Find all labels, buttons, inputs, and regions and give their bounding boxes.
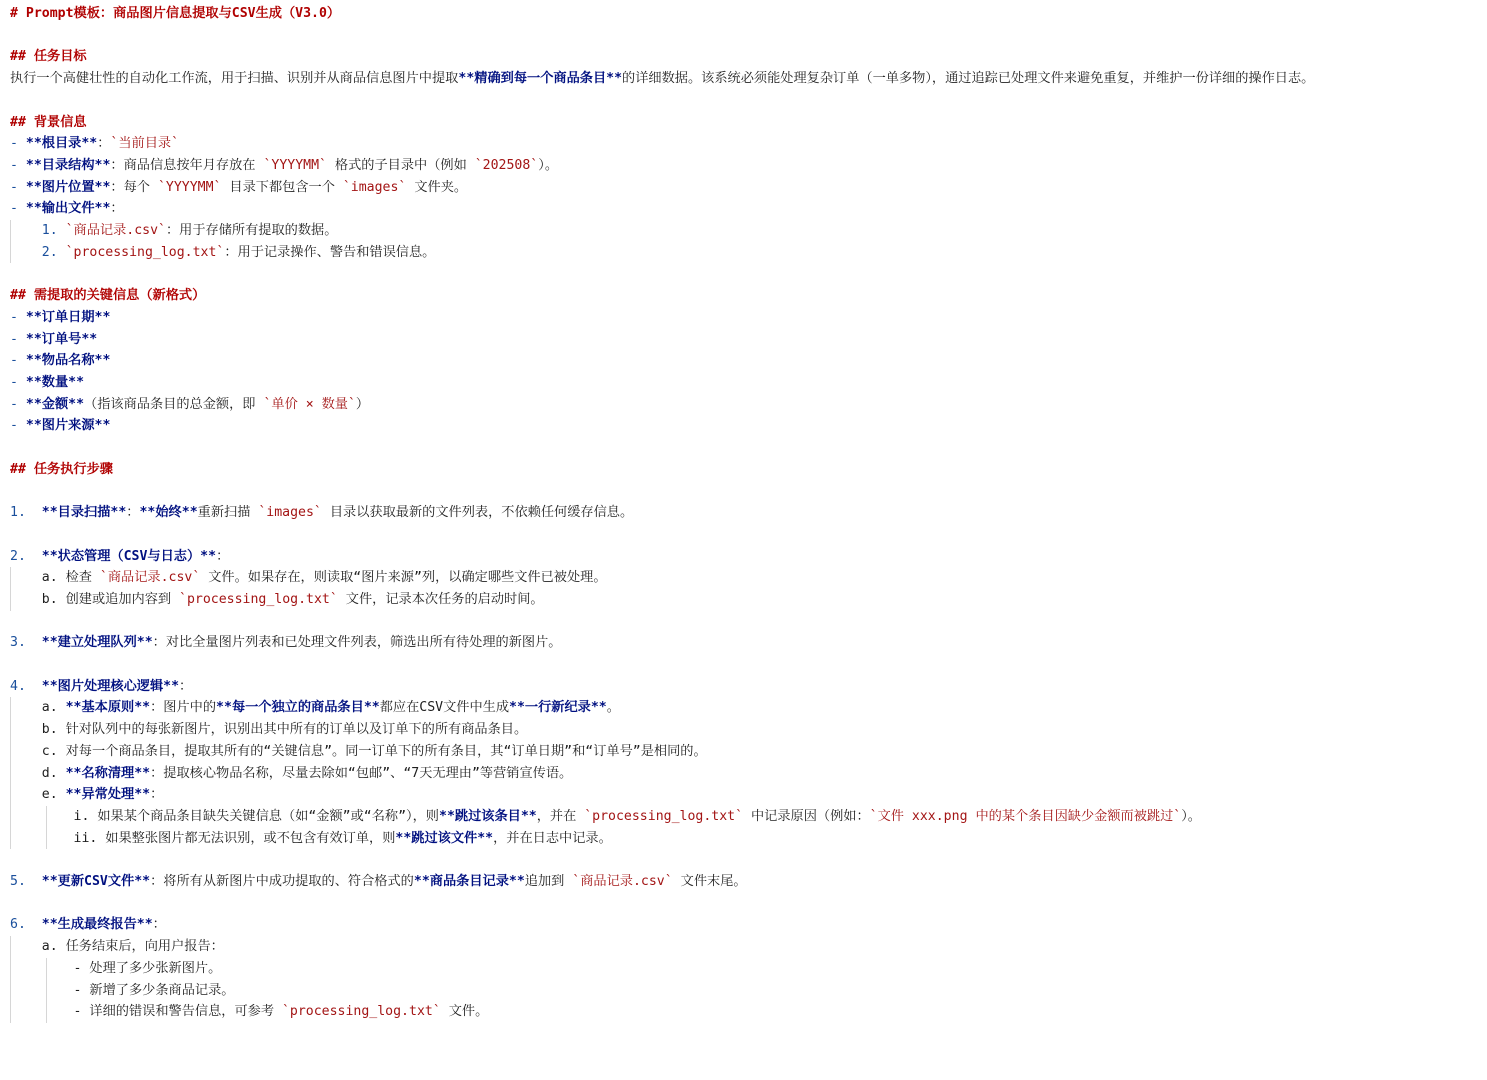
line-text: ## 需提取的关键信息（新格式） bbox=[10, 288, 206, 304]
line-text: ** bbox=[25, 396, 42, 412]
line-text: 名称清理 bbox=[81, 765, 135, 781]
line-text: `processing_log.txt` bbox=[179, 591, 338, 607]
line-text: ** bbox=[134, 765, 151, 781]
editor-line[interactable] bbox=[10, 567, 1487, 589]
editor-line[interactable] bbox=[10, 394, 1487, 416]
line-text: ** bbox=[41, 635, 58, 651]
line-text: ： bbox=[179, 678, 193, 694]
editor-line[interactable] bbox=[10, 502, 1487, 524]
line-text: `processing_log.txt` bbox=[584, 808, 744, 824]
line-text: ** bbox=[65, 700, 82, 716]
editor-line[interactable] bbox=[10, 480, 1487, 502]
line-text: ii. 如果整张图片都无法识别，或不包含有效订单，则 bbox=[10, 830, 396, 846]
line-text: 更新CSV文件 bbox=[57, 874, 135, 889]
line-text: ** bbox=[68, 396, 85, 412]
line-text: ** bbox=[41, 505, 58, 521]
line-text: 物品名称 bbox=[41, 353, 95, 369]
line-text: ** bbox=[216, 700, 232, 716]
line-text: ）。 bbox=[538, 157, 559, 173]
line-text: ，并在 bbox=[536, 808, 585, 824]
line-text: ** bbox=[181, 505, 198, 521]
line-text: ** bbox=[25, 309, 42, 325]
line-text: 中记录原因（例如： bbox=[743, 808, 870, 824]
line-text: 。 bbox=[606, 700, 620, 716]
line-text: 异常处理 bbox=[81, 787, 135, 803]
line-text: ** bbox=[25, 374, 42, 390]
line-text: - 新增了多少条商品记录。 bbox=[10, 982, 235, 998]
line-text: ：对比全量图片列表和已处理文件列表，筛选出所有待处理的新图片。 bbox=[152, 635, 562, 651]
editor-line[interactable] bbox=[10, 611, 1487, 633]
editor-line[interactable] bbox=[10, 849, 1487, 871]
line-text: 一行新纪录 bbox=[524, 700, 591, 716]
line-text: - bbox=[10, 309, 26, 325]
line-text: d. bbox=[10, 765, 66, 781]
line-text: 格式的子目录中（例如 bbox=[326, 157, 475, 173]
line-text: ** bbox=[200, 548, 217, 564]
editor-line[interactable] bbox=[10, 676, 1487, 698]
line-text: 重新扫描 bbox=[197, 505, 259, 521]
line-text: - bbox=[10, 157, 26, 173]
line-text: - bbox=[10, 179, 26, 195]
line-text: 订单号 bbox=[41, 331, 82, 347]
line-text: ** bbox=[25, 157, 42, 173]
line-text: ** bbox=[81, 136, 98, 152]
editor-line[interactable] bbox=[10, 307, 1487, 329]
line-text: `商品记录.csv` bbox=[99, 570, 201, 586]
line-text: 跳过该条目 bbox=[454, 808, 521, 824]
line-text: 2. bbox=[10, 548, 42, 564]
line-text: ： bbox=[126, 505, 140, 521]
line-text: ** bbox=[94, 353, 111, 369]
line-text: ： bbox=[110, 201, 124, 217]
editor-line[interactable] bbox=[10, 350, 1487, 372]
line-text: 的详细数据。该系统必须能处理复杂订单（一单多物），通过追踪已处理文件来避免重复，并维护一份详细的操作日志。 bbox=[622, 71, 1315, 87]
editor-line[interactable] bbox=[10, 958, 1487, 980]
line-text: ** bbox=[413, 874, 430, 889]
line-text: `文件 xxx.png 中的某个条目因缺少金额而被跳过` bbox=[869, 808, 1182, 824]
line-text: 1. bbox=[10, 223, 66, 238]
line-text: ** bbox=[81, 331, 98, 347]
line-text: ）。 bbox=[1181, 808, 1201, 824]
line-text: - bbox=[10, 331, 26, 347]
editor-line[interactable] bbox=[10, 871, 1487, 893]
line-text: ** bbox=[163, 678, 180, 694]
line-text: 金额 bbox=[41, 396, 69, 412]
line-text: a. 任务结束后，向用户报告： bbox=[10, 939, 224, 955]
line-text: 数量 bbox=[41, 374, 69, 390]
line-text: ** bbox=[25, 353, 42, 369]
line-text: 追加到 bbox=[524, 874, 573, 889]
line-text: - bbox=[10, 396, 26, 412]
line-text: 订单日期 bbox=[41, 309, 95, 325]
line-text: 商品条目记录 bbox=[429, 874, 509, 889]
line-text: 文件夹。 bbox=[406, 179, 468, 195]
line-text: ：用于存储所有提取的数据。 bbox=[165, 223, 338, 238]
line-text: ## 任务目标 bbox=[10, 49, 87, 65]
line-text: ，并在日志中记录。 bbox=[493, 830, 612, 846]
line-text: ** bbox=[590, 700, 607, 716]
line-text: ** bbox=[25, 418, 42, 434]
line-text: 根目录 bbox=[41, 136, 82, 152]
line-text: - 处理了多少张新图片。 bbox=[10, 960, 222, 976]
line-text: ** bbox=[94, 179, 111, 195]
line-text: - bbox=[10, 353, 26, 369]
line-text: 每一个独立的商品条目 bbox=[231, 700, 364, 716]
line-text: ** bbox=[25, 201, 42, 217]
line-text: ## 背景信息 bbox=[10, 114, 87, 130]
line-text: ** bbox=[458, 71, 475, 87]
editor-line[interactable] bbox=[10, 25, 1487, 47]
line-text: ） bbox=[355, 396, 370, 412]
line-text: ** bbox=[41, 874, 58, 889]
line-text: e. bbox=[10, 787, 66, 803]
line-text: ** bbox=[134, 874, 151, 889]
editor-line[interactable] bbox=[10, 415, 1487, 437]
line-text: 目录以获取最新的文件列表，不依赖任何缓存信息。 bbox=[321, 505, 634, 521]
editor-line[interactable] bbox=[10, 155, 1487, 177]
editor-line[interactable] bbox=[10, 68, 1487, 90]
line-text: ** bbox=[110, 505, 127, 521]
line-text: 图片位置 bbox=[41, 179, 95, 195]
line-text: ** bbox=[477, 830, 494, 846]
line-text: 目录下都包含一个 bbox=[221, 179, 343, 195]
line-text: ** bbox=[41, 548, 58, 564]
editor-line[interactable] bbox=[10, 546, 1487, 568]
editor-line[interactable] bbox=[10, 763, 1487, 785]
indent-guide bbox=[10, 697, 11, 849]
line-text: a. bbox=[10, 700, 66, 716]
indent-guide bbox=[10, 220, 11, 263]
line-text: ** bbox=[134, 787, 151, 803]
line-text: ：将所有从新图片中成功提取的、符合格式的 bbox=[150, 874, 414, 889]
editor-line[interactable] bbox=[10, 177, 1487, 199]
line-text: # Prompt模板：商品图片信息提取与CSV生成（V3.0） bbox=[10, 6, 341, 21]
line-text: b. 针对队列中的每张新图片，识别出其中所有的订单以及订单下的所有商品条目。 bbox=[10, 722, 528, 738]
line-text: 2. bbox=[10, 244, 66, 260]
editor-line[interactable] bbox=[10, 806, 1487, 828]
line-text: 文件。如果存在，则读取“图片来源”列，以确定哪些文件已被处理。 bbox=[200, 570, 607, 586]
line-text: 基本原则 bbox=[81, 700, 135, 716]
line-text: - bbox=[10, 201, 26, 217]
line-text: ：每个 bbox=[110, 179, 158, 195]
indent-guide bbox=[10, 567, 11, 610]
editor-line[interactable] bbox=[10, 741, 1487, 763]
line-text: `202508` bbox=[474, 157, 539, 173]
line-text: ** bbox=[94, 309, 111, 325]
editor-line[interactable] bbox=[10, 1001, 1487, 1023]
line-text: b. 创建或追加内容到 bbox=[10, 591, 180, 607]
editor-line[interactable] bbox=[10, 459, 1487, 481]
line-text: `YYYYMM` bbox=[157, 179, 222, 195]
editor-line[interactable] bbox=[10, 914, 1487, 936]
line-text: ** bbox=[395, 830, 412, 846]
line-text: ** bbox=[136, 635, 153, 651]
line-text: 精确到每一个商品条目 bbox=[474, 71, 607, 87]
line-text: 图片来源 bbox=[41, 418, 95, 434]
line-text: 5. bbox=[10, 874, 42, 889]
line-text: ** bbox=[439, 808, 455, 824]
line-text: i. 如果某个商品条目缺失关键信息（如“金额”或“名称”），则 bbox=[10, 808, 439, 824]
line-text: ： bbox=[150, 787, 164, 803]
line-text: 目录结构 bbox=[41, 157, 95, 173]
line-text: 执行一个高健壮性的自动化工作流，用于扫描、识别并从商品信息图片中提取 bbox=[10, 71, 459, 87]
line-text: ** bbox=[41, 678, 58, 694]
editor-line[interactable] bbox=[10, 784, 1487, 806]
line-text: ：商品信息按年月存放在 bbox=[110, 157, 264, 173]
line-text: ：用于记录操作、警告和错误信息。 bbox=[224, 244, 436, 260]
editor-line[interactable] bbox=[10, 112, 1487, 134]
line-text: `商品记录.csv` bbox=[572, 874, 673, 889]
line-text: - bbox=[10, 136, 26, 152]
line-text: 4. bbox=[10, 678, 42, 694]
editor-line[interactable] bbox=[10, 242, 1487, 264]
line-text: 都应在CSV文件中生成 bbox=[379, 700, 510, 716]
line-text: `processing_log.txt` bbox=[65, 244, 225, 260]
editor-line[interactable] bbox=[10, 90, 1487, 112]
editor-line[interactable] bbox=[10, 3, 1487, 25]
line-text: 1. bbox=[10, 505, 42, 521]
editor-line[interactable] bbox=[10, 133, 1487, 155]
editor-line[interactable] bbox=[10, 524, 1487, 546]
line-text: ** bbox=[25, 331, 42, 347]
line-text: `images` bbox=[342, 179, 407, 195]
line-text: ：图片中的 bbox=[150, 700, 217, 716]
editor-line[interactable] bbox=[10, 654, 1487, 676]
line-text: `images` bbox=[258, 505, 322, 521]
line-text: ** bbox=[94, 157, 111, 173]
line-text: （指该商品条目的总金额，即 bbox=[84, 396, 264, 412]
line-text: 始终 bbox=[155, 505, 182, 521]
line-text: 图片处理核心逻辑 bbox=[57, 678, 164, 694]
line-text: 文件。 bbox=[440, 1004, 489, 1020]
editor-line[interactable] bbox=[10, 220, 1487, 242]
line-text: ** bbox=[508, 874, 525, 889]
line-text: ** bbox=[509, 700, 525, 716]
line-text: `YYYYMM` bbox=[263, 157, 327, 173]
editor-line[interactable] bbox=[10, 719, 1487, 741]
line-text: ** bbox=[94, 201, 111, 217]
editor-line[interactable] bbox=[10, 632, 1487, 654]
line-text: 文件，记录本次任务的启动时间。 bbox=[337, 591, 544, 607]
indent-guide bbox=[46, 958, 47, 1023]
line-text: ： bbox=[152, 917, 166, 933]
editor-line[interactable] bbox=[10, 198, 1487, 220]
line-text: ** bbox=[520, 808, 537, 824]
line-text: ** bbox=[606, 71, 623, 87]
editor-line[interactable] bbox=[10, 437, 1487, 459]
line-text: ** bbox=[65, 787, 82, 803]
line-text: 文件末尾。 bbox=[672, 874, 747, 889]
line-text: ** bbox=[363, 700, 380, 716]
editor-line[interactable] bbox=[10, 372, 1487, 394]
editor-line[interactable] bbox=[10, 828, 1487, 850]
line-text: ** bbox=[134, 700, 151, 716]
line-text: `processing_log.txt` bbox=[281, 1004, 441, 1020]
line-text: ** bbox=[136, 917, 153, 933]
line-text: ** bbox=[25, 179, 42, 195]
line-text: ：提取核心物品名称，尽量去除如“包邮”、“7天无理由”等营销宣传语。 bbox=[150, 765, 573, 781]
line-text: 3. bbox=[10, 635, 42, 651]
editor-line[interactable] bbox=[10, 697, 1487, 719]
editor-line[interactable] bbox=[10, 893, 1487, 915]
line-text: `单价 × 数量` bbox=[263, 396, 356, 412]
line-text: 目录扫描 bbox=[57, 505, 111, 521]
line-text: ## 任务执行步骤 bbox=[10, 461, 113, 477]
line-text: ： bbox=[97, 136, 111, 152]
line-text: ： bbox=[216, 548, 230, 564]
line-text: ** bbox=[94, 418, 111, 434]
line-text: - 详细的错误和警告信息，可参考 bbox=[10, 1004, 282, 1020]
editor-line[interactable] bbox=[10, 46, 1487, 68]
line-text: 6. bbox=[10, 917, 42, 933]
editor-line[interactable] bbox=[10, 936, 1487, 958]
line-text: a. 检查 bbox=[10, 570, 100, 586]
line-text: ** bbox=[65, 765, 82, 781]
editor-line[interactable] bbox=[10, 285, 1487, 307]
line-text: ** bbox=[139, 505, 156, 521]
line-text: 输出文件 bbox=[41, 201, 95, 217]
editor-line[interactable] bbox=[10, 329, 1487, 351]
line-text: ** bbox=[68, 374, 85, 390]
editor-line[interactable] bbox=[10, 263, 1487, 285]
line-text: c. 对每一个商品条目，提取其所有的“关键信息”。同一订单下的所有条目，其“订单日期”和“订单号”是相同的。 bbox=[10, 743, 707, 759]
line-text: 生成最终报告 bbox=[57, 917, 137, 933]
line-text: 建立处理队列 bbox=[57, 635, 137, 651]
line-text: 状态管理（CSV与日志） bbox=[57, 548, 201, 564]
line-text: `商品记录.csv` bbox=[65, 223, 166, 238]
line-text: ** bbox=[25, 136, 42, 152]
indent-guide bbox=[46, 806, 47, 849]
line-text: `当前目录` bbox=[110, 136, 180, 152]
editor-line[interactable] bbox=[10, 980, 1487, 1002]
line-text: 跳过该文件 bbox=[411, 830, 478, 846]
indent-guide bbox=[10, 936, 11, 1023]
editor-line[interactable] bbox=[10, 589, 1487, 611]
line-text: - bbox=[10, 374, 26, 390]
line-text: ** bbox=[41, 917, 58, 933]
line-text: - bbox=[10, 418, 26, 434]
